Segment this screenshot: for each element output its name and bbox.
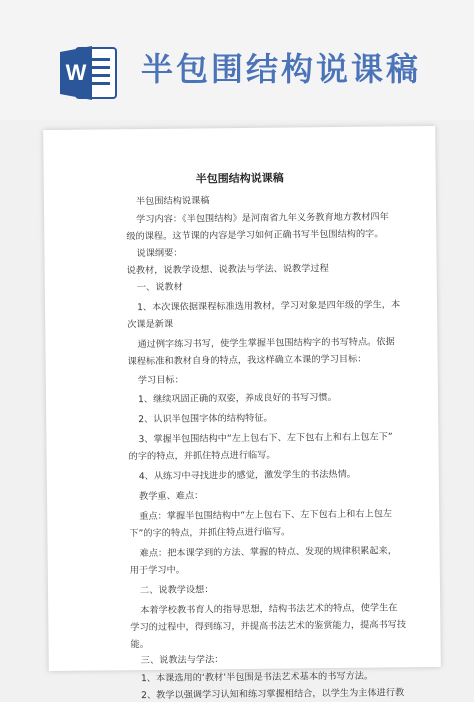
doc-line: 级的课程。这节课的内容是学习如何正确书写半包围结构的字。 <box>126 228 384 243</box>
doc-line: 3、掌握半包围结构中“左上包右下、左下包右上和右上包左下” <box>138 431 393 446</box>
doc-line: 4、从练习中寻找进步的感觉，激发学生的书法热情。 <box>138 468 357 483</box>
doc-line: 1、本次课依据课程标准选用教材，学习对象是四年级的学生，本 <box>136 299 401 314</box>
doc-line: 重点：掌握半包围结构中“左上包右下、左下包右上和右上包左 <box>139 508 393 523</box>
doc-line: 的字的特点，并抓住特点进行临写。 <box>128 449 276 463</box>
doc-line: 说课纲要： <box>136 247 183 260</box>
word-icon <box>58 42 120 104</box>
doc-line: 下”的字的特点，并抓住特点进行临写。 <box>129 526 291 540</box>
doc-line: 2、教学以强调学习认知和练习掌握相结合，以学生为主体进行教 <box>141 687 405 702</box>
document-page <box>43 126 441 702</box>
doc-line: 能。 <box>130 638 150 651</box>
doc-line: 课程标准和教材自身的特点，我这样确立本课的学习目标： <box>127 353 367 368</box>
doc-line: 难点：把本课学到的方法、掌握的特点、发现的规律积累起来， <box>139 545 397 560</box>
doc-line: 三、说教法与学法： <box>140 654 224 667</box>
doc-line: 用于学习中。 <box>129 564 185 577</box>
doc-line: 1、继续巩固正确的双姿，养成良好的书写习惯。 <box>137 392 337 406</box>
doc-line: 次课是新课 <box>127 318 174 331</box>
doc-line: 本着学校教书育人的指导思想，结构书法艺术的特点，使学生在 <box>140 602 398 617</box>
doc-line: 学习目标： <box>137 374 184 387</box>
doc-line: 通过例字练习书写，使学生掌握半包围结构字的书写特点。依据 <box>137 336 395 351</box>
doc-line: 2、认识半包围字体的结构特征。 <box>138 412 273 426</box>
doc-line: 1、本课选用的‘教材’半包围是书法艺术基本的书写方法。 <box>140 670 374 685</box>
doc-line: 学习内容：《半包围结构》是河南省九年义务教育地方教材四年 <box>136 211 389 226</box>
doc-line: 二、说教学设想： <box>139 584 214 597</box>
doc-line: 一、说教材 <box>136 281 183 294</box>
doc-line: 半包围结构说课稿 <box>135 195 210 208</box>
svg-text:W: W <box>65 60 87 85</box>
header-banner <box>0 0 474 120</box>
doc-line: 学习的过程中，得到练习，并提高书法艺术的鉴赏能力，提高书写技 <box>130 619 407 634</box>
header-title: 半包围结构说课稿 <box>141 50 422 88</box>
doc-line: 教学重、难点： <box>138 490 204 503</box>
doc-line: 说教材，说教学设想、说教法与学法、说教学过程 <box>126 263 329 277</box>
document-title: 半包围结构说课稿 <box>195 171 284 186</box>
